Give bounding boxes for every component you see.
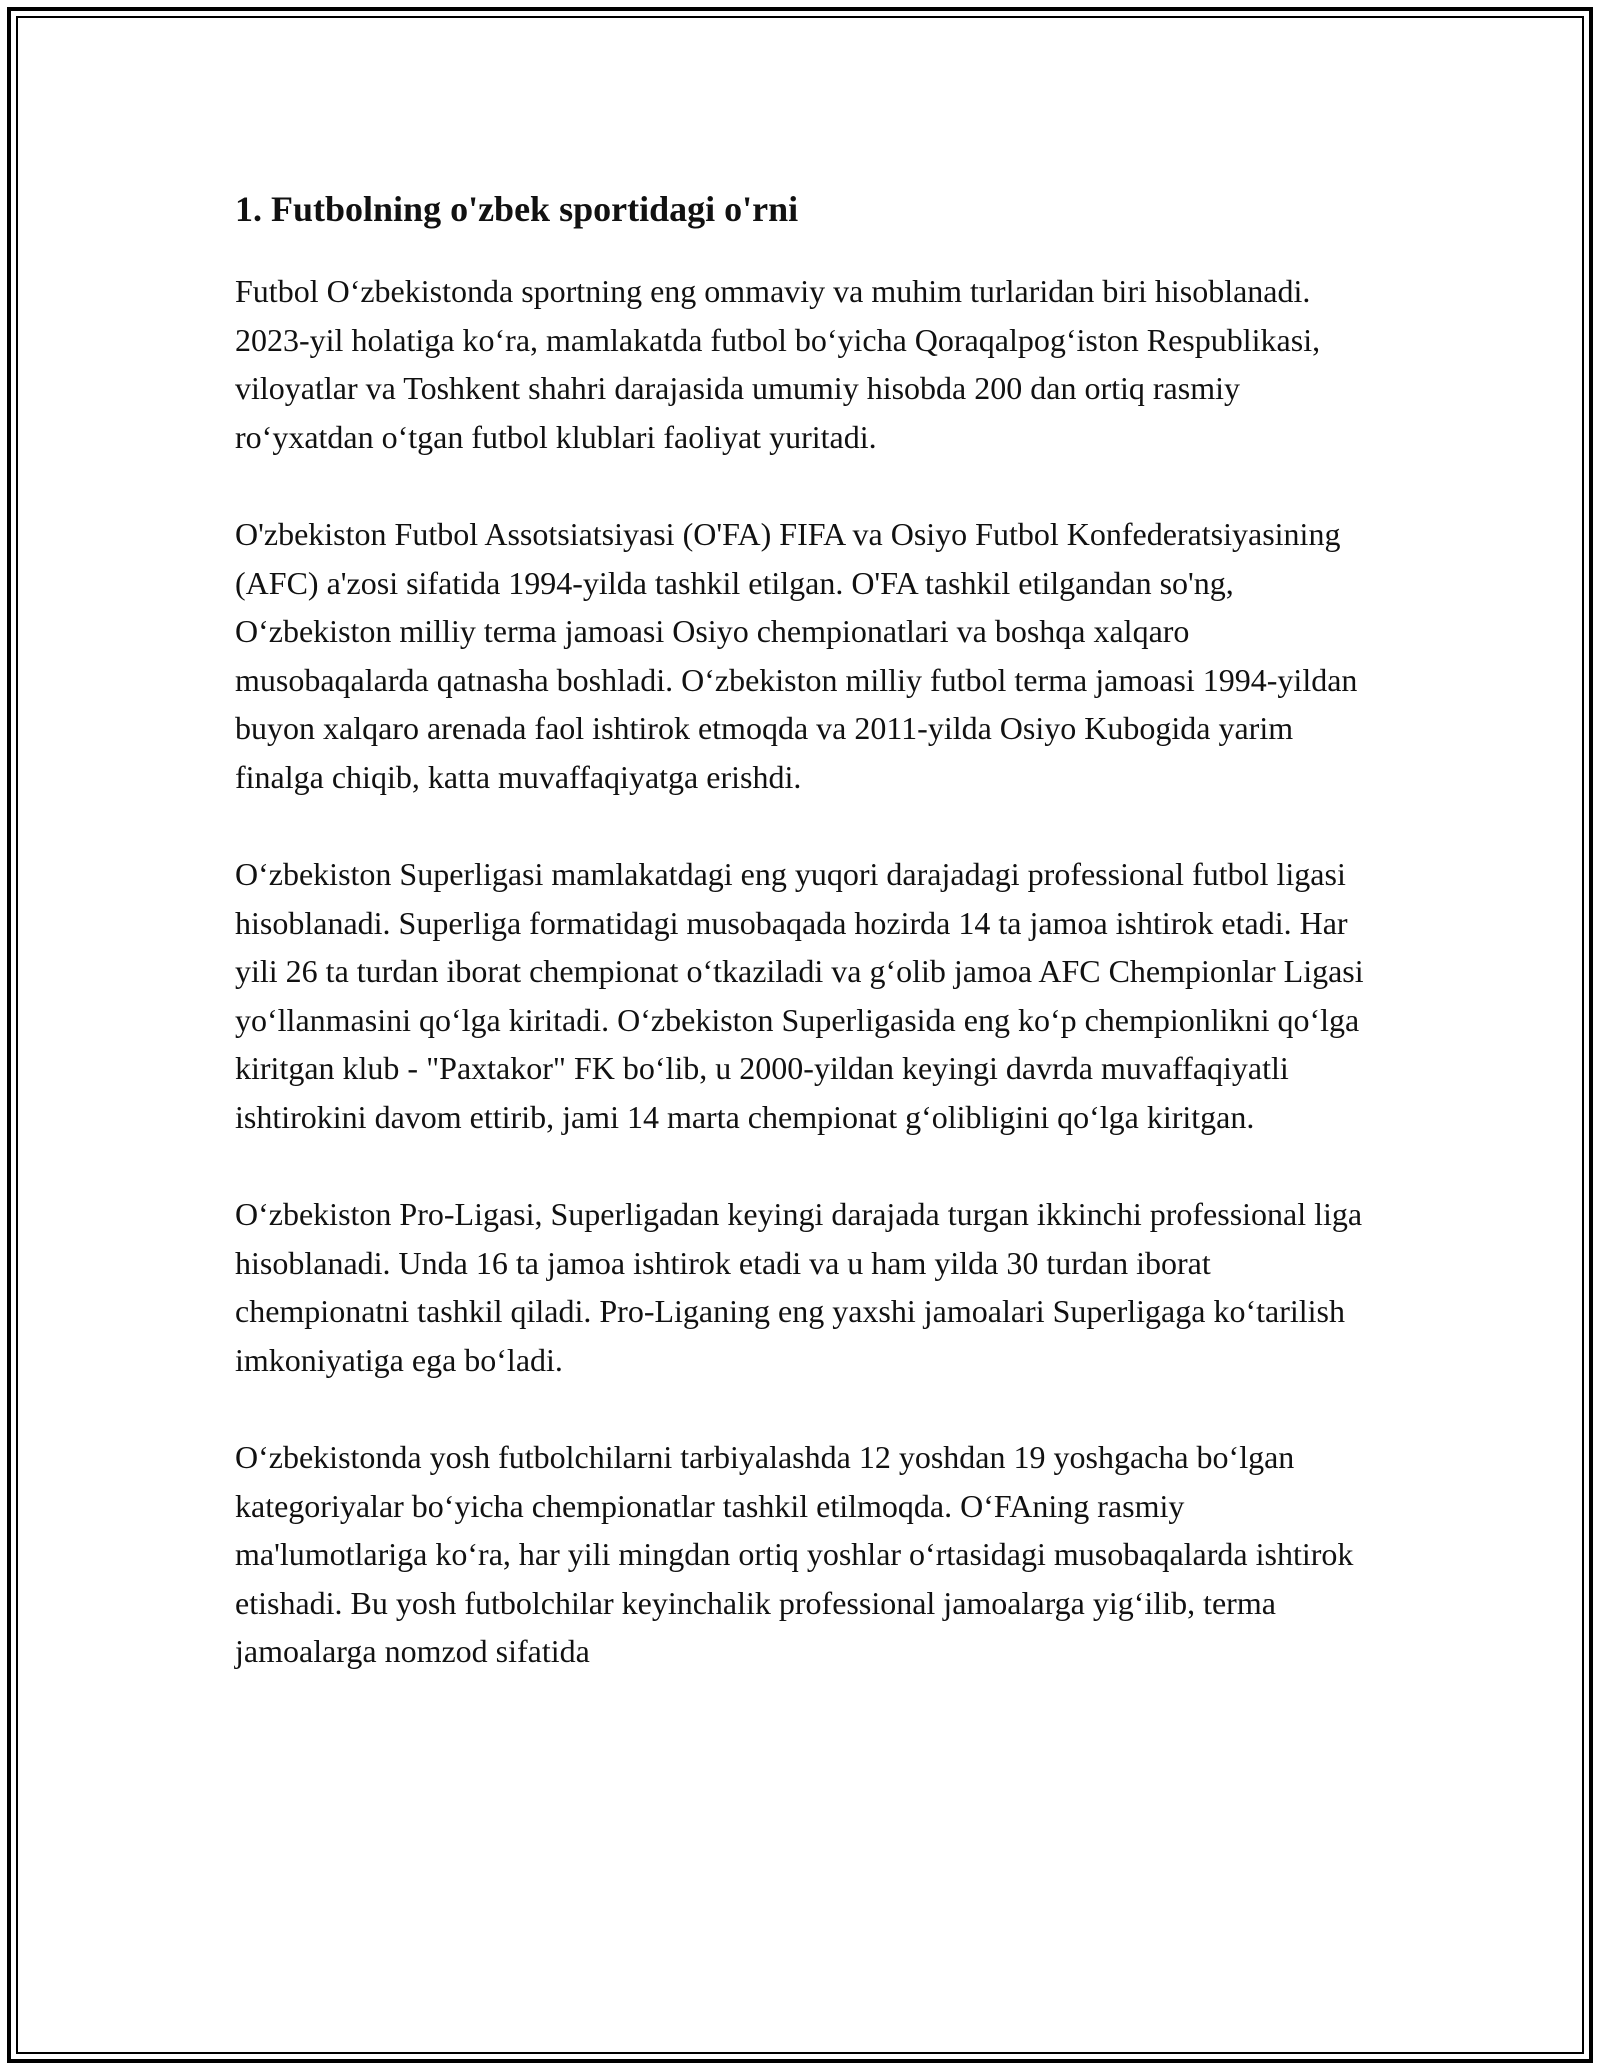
- section-title: 1. Futbolning o'zbek sportidagi o'rni: [235, 189, 799, 229]
- paragraph-association: O'zbekiston Futbol Assotsiatsiyasi (O'FA) FIFA va Osiyo Futbol Konfederatsiyasining (AFC) a'zosi sifatida 1994-yilda tashkil etilgan. O'FA tashkil etilgandan so'ng, O‘zbekiston milliy terma jamoasi Osiyo chempionatlari va boshqa xalqaro musobaqalarda qatnasha boshladi. O‘zbekiston milliy futbol terma jamoasi 1994-yildan buyon xalqaro arenada faol ishtirok etmoqda va 2011-yilda Osiyo Kubogida yarim finalga chiqib, katta muvaffaqiyatga erishdi.: [235, 516, 1358, 795]
- document-body: [235, 185, 1375, 1676]
- paragraph-superleague: O‘zbekiston Superligasi mamlakatdagi eng yuqori darajadagi professional futbol ligasi hisoblanadi. Superliga formatidagi musobaqada hozirda 14 ta jamoa ishtirok etadi. Har yili 26 ta turdan iborat chempionat o‘tkaziladi va g‘olib jamoa AFC Chempionlar Ligasi yo‘llanmasini qo‘lga kiritadi. O‘zbekiston Superligasida eng ko‘p chempionlikni qo‘lga kiritgan klub - "Paxtakor" FK bo‘lib, u 2000-yildan keyingi davrda muvaffaqiyatli ishtirokini davom ettirib, jami 14 marta chempionat g‘olibligini qo‘lga kiritgan.: [235, 856, 1364, 1135]
- paragraph-proleague: O‘zbekiston Pro-Ligasi, Superligadan keyingi darajada turgan ikkinchi professional liga hisoblanadi. Unda 16 ta jamoa ishtirok etadi va u ham yilda 30 turdan iborat chempionatni tashkil qiladi. Pro-Liganing eng yaxshi jamoalari Superligaga ko‘tarilish imkoniyatiga ega bo‘ladi.: [235, 1196, 1363, 1378]
- paragraph-youth: O‘zbekistonda yosh futbolchilarni tarbiyalashda 12 yoshdan 19 yoshgacha bo‘lgan kategoriyalar bo‘yicha chempionatlar tashkil etilmoqda. O‘FAning rasmiy ma'lumotlariga ko‘ra, har yili mingdan ortiq yoshlar o‘rtasidagi musobaqalarda ishtirok etishadi. Bu yosh futbolchilar keyinchalik professional jamoalarga yig‘ilib, terma jamoalarga nomzod sifatida: [235, 1439, 1354, 1669]
- paragraph-clubs: Futbol O‘zbekistonda sportning eng ommaviy va muhim turlaridan biri hisoblanadi. 2023-yil holatiga ko‘ra, mamlakatda futbol bo‘yicha Qoraqalpog‘iston Respublikasi, viloyatlar va Toshkent shahri darajasida umumiy hisobda 200 dan ortiq rasmiy ro‘yxatdan o‘tgan futbol klublari faoliyat yuritadi.: [235, 273, 1321, 455]
